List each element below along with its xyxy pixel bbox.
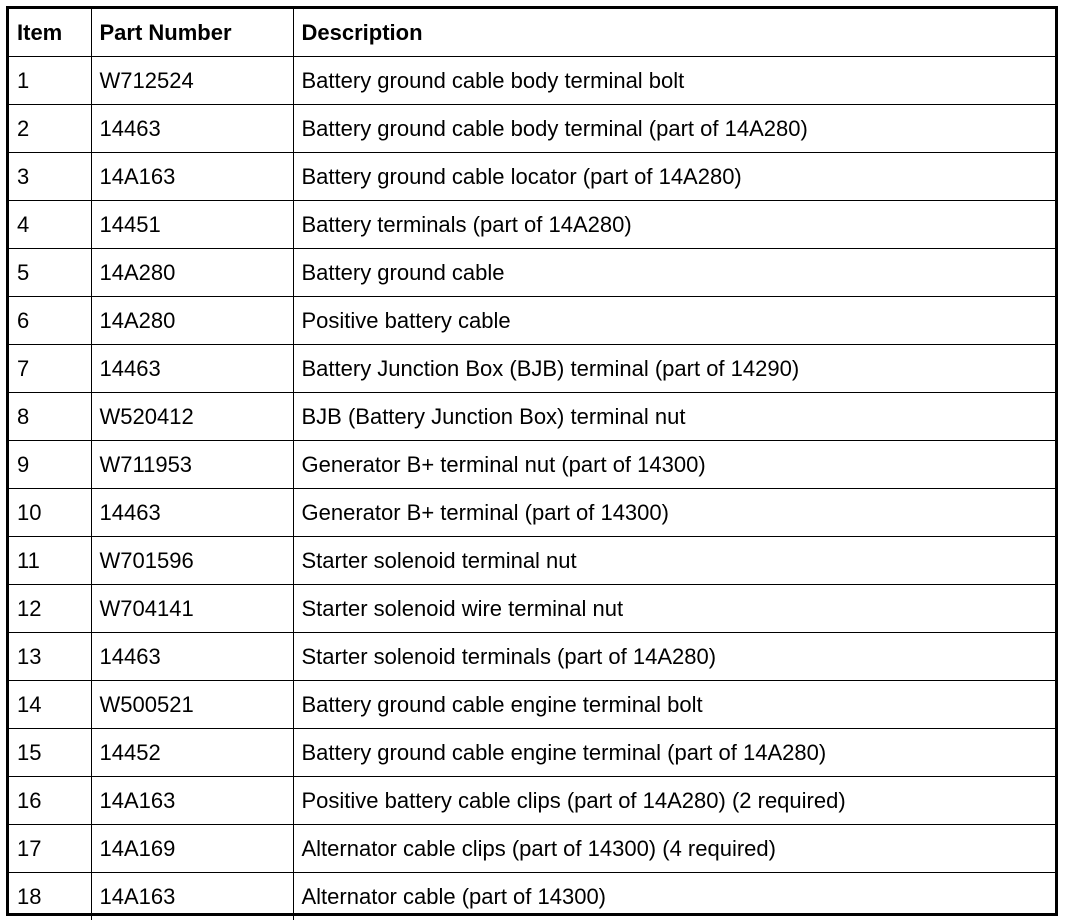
item-cell: 4 (9, 201, 91, 249)
table-row (9, 489, 1055, 537)
table-row (9, 249, 1055, 297)
table-row (9, 153, 1055, 201)
item-cell: 14 (9, 681, 91, 729)
description-cell: Alternator cable clips (part of 14300) (4 required) (293, 825, 1055, 873)
table-row (9, 345, 1055, 393)
part-number-cell: W704141 (91, 585, 293, 633)
part-number-cell: 14463 (91, 633, 293, 681)
table-row (9, 441, 1055, 489)
description-cell: Battery ground cable locator (part of 14A280) (293, 153, 1055, 201)
table-row (9, 105, 1055, 153)
item-cell: 5 (9, 249, 91, 297)
description-cell: Battery ground cable body terminal bolt (293, 57, 1055, 105)
part-number-cell: 14A163 (91, 153, 293, 201)
table-row (9, 585, 1055, 633)
table-row (9, 201, 1055, 249)
header-description: Description (293, 9, 1055, 57)
item-cell: 13 (9, 633, 91, 681)
item-cell: 7 (9, 345, 91, 393)
part-number-cell: W701596 (91, 537, 293, 585)
item-cell: 9 (9, 441, 91, 489)
part-number-cell: 14A163 (91, 873, 293, 921)
table-body (9, 57, 1055, 921)
part-number-cell: 14463 (91, 105, 293, 153)
part-number-cell: 14A163 (91, 777, 293, 825)
description-cell: Battery ground cable engine terminal (part of 14A280) (293, 729, 1055, 777)
table-header-row (9, 9, 1055, 57)
item-cell: 8 (9, 393, 91, 441)
table-row (9, 729, 1055, 777)
part-number-cell: 14463 (91, 489, 293, 537)
description-cell: BJB (Battery Junction Box) terminal nut (293, 393, 1055, 441)
description-cell: Positive battery cable (293, 297, 1055, 345)
description-cell: Battery ground cable (293, 249, 1055, 297)
header-part-number: Part Number (91, 9, 293, 57)
item-cell: 12 (9, 585, 91, 633)
description-cell: Battery ground cable body terminal (part of 14A280) (293, 105, 1055, 153)
table-row (9, 393, 1055, 441)
description-cell: Battery terminals (part of 14A280) (293, 201, 1055, 249)
table-row (9, 57, 1055, 105)
table-row (9, 681, 1055, 729)
table-row (9, 537, 1055, 585)
part-number-cell: W711953 (91, 441, 293, 489)
item-cell: 16 (9, 777, 91, 825)
item-cell: 1 (9, 57, 91, 105)
item-cell: 3 (9, 153, 91, 201)
description-cell: Starter solenoid terminals (part of 14A280) (293, 633, 1055, 681)
part-number-cell: 14452 (91, 729, 293, 777)
item-cell: 10 (9, 489, 91, 537)
item-cell: 15 (9, 729, 91, 777)
part-number-cell: 14A280 (91, 297, 293, 345)
table-row (9, 297, 1055, 345)
parts-table-frame (6, 6, 1058, 916)
description-cell: Generator B+ terminal nut (part of 14300) (293, 441, 1055, 489)
part-number-cell: W520412 (91, 393, 293, 441)
parts-table (9, 9, 1055, 920)
item-cell: 6 (9, 297, 91, 345)
header-item: Item (9, 9, 91, 57)
table-row (9, 825, 1055, 873)
description-cell: Battery Junction Box (BJB) terminal (part of 14290) (293, 345, 1055, 393)
part-number-cell: 14A169 (91, 825, 293, 873)
item-cell: 11 (9, 537, 91, 585)
table-row (9, 777, 1055, 825)
part-number-cell: 14463 (91, 345, 293, 393)
part-number-cell: W500521 (91, 681, 293, 729)
description-cell: Starter solenoid wire terminal nut (293, 585, 1055, 633)
part-number-cell: 14451 (91, 201, 293, 249)
description-cell: Starter solenoid terminal nut (293, 537, 1055, 585)
description-cell: Positive battery cable clips (part of 14A280) (2 required) (293, 777, 1055, 825)
table-row (9, 633, 1055, 681)
part-number-cell: 14A280 (91, 249, 293, 297)
table-row (9, 873, 1055, 921)
item-cell: 18 (9, 873, 91, 921)
description-cell: Generator B+ terminal (part of 14300) (293, 489, 1055, 537)
part-number-cell: W712524 (91, 57, 293, 105)
description-cell: Alternator cable (part of 14300) (293, 873, 1055, 921)
item-cell: 17 (9, 825, 91, 873)
item-cell: 2 (9, 105, 91, 153)
description-cell: Battery ground cable engine terminal bolt (293, 681, 1055, 729)
